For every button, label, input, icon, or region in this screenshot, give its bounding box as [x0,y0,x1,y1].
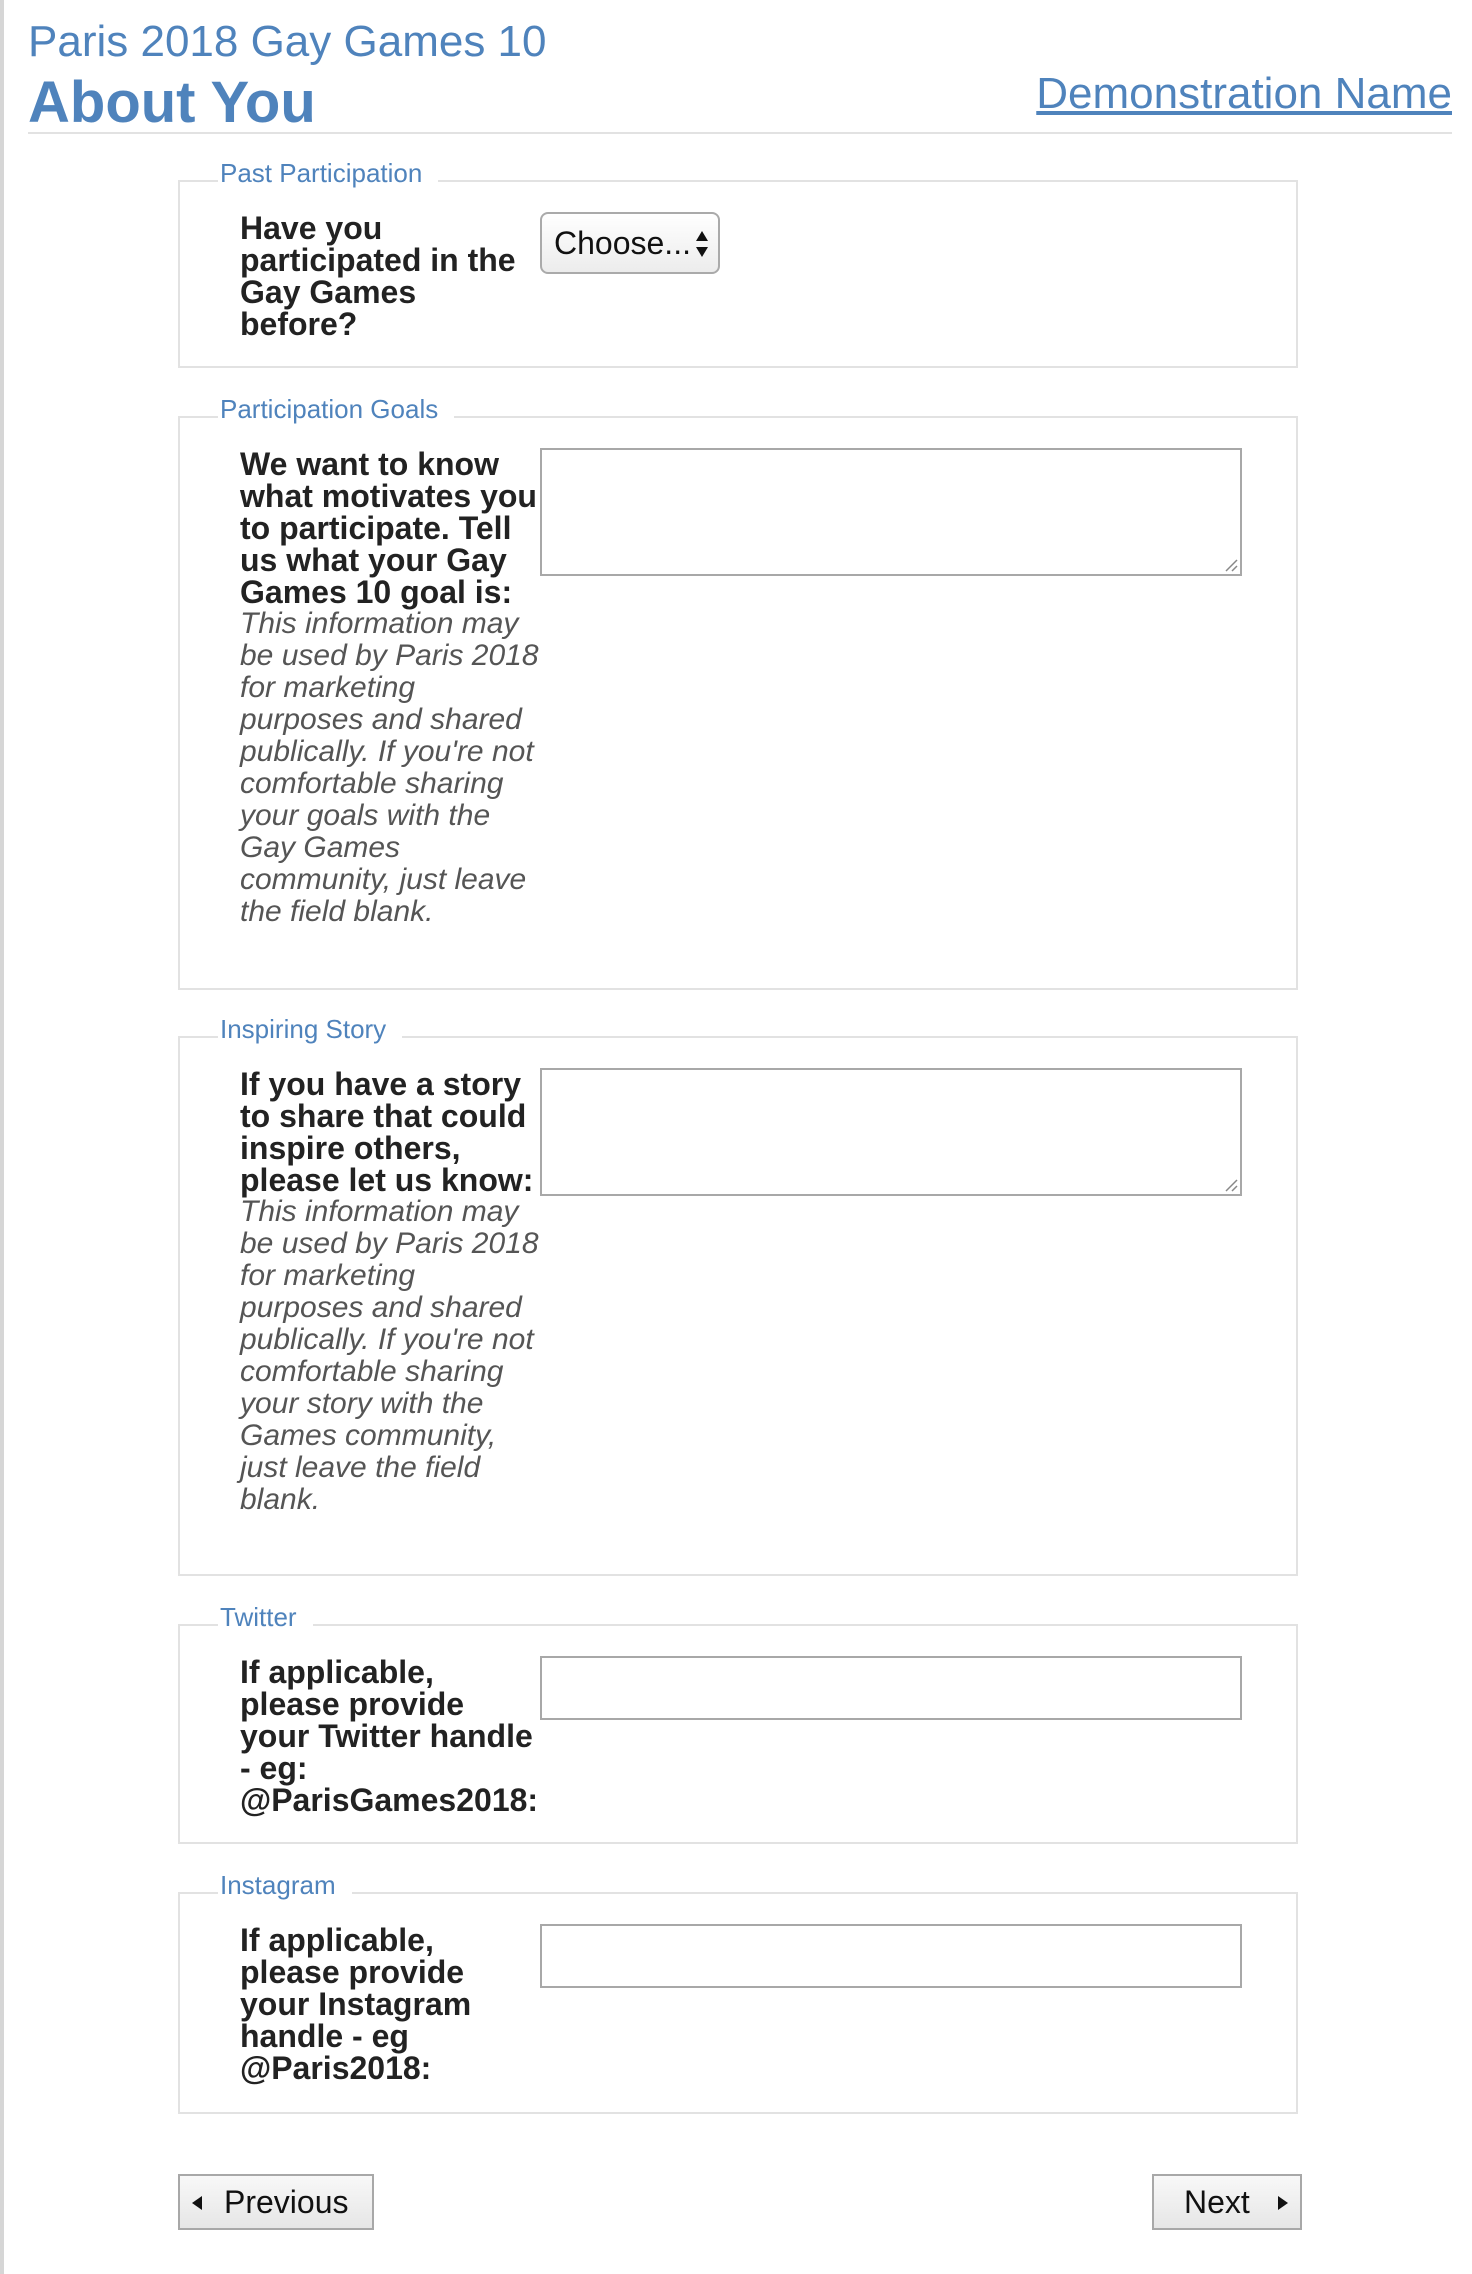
participation-goals-question: We want to know what motivates you to participate. Tell us what your Gay Games 10 goal is: [240,446,537,610]
triangle-left-icon [192,2196,202,2210]
resize-grip-icon[interactable] [1222,556,1238,572]
page-header [28,14,1452,134]
user-name-link[interactable]: Demonstration Name [1036,69,1452,118]
legend-past-participation: Past Participation [218,156,438,190]
participation-goals-label-group [240,448,540,928]
participation-goals-textarea[interactable] [540,448,1242,576]
inspiring-story-question: If you have a story to share that could inspire others, please let us know: [240,1066,534,1198]
twitter-label-group [240,1656,540,1816]
twitter-handle-input[interactable] [540,1656,1242,1720]
page-title: About You [28,70,316,135]
window-left-edge [0,0,4,2274]
instagram-handle-input[interactable] [540,1924,1242,1988]
legend-inspiring-story: Inspiring Story [218,1012,402,1046]
past-participation-label-group [240,212,540,340]
past-participation-selected-value: Choose... [554,225,691,261]
triangle-right-icon [1278,2196,1288,2210]
past-participation-select[interactable] [540,212,720,274]
fieldset-inspiring-story [178,1014,1298,1576]
next-button[interactable] [1152,2174,1302,2230]
participation-goals-help: This information may be used by Paris 2018 for marketing purposes and shared publically. If you're not comfortable sharing your goals with the Gay Games community, just leave the field blank. [240,607,539,928]
past-participation-question: Have you participated in the Gay Games before? [240,210,516,342]
resize-grip-icon[interactable] [1222,1176,1238,1192]
inspiring-story-label-group [240,1068,540,1516]
site-title: Paris 2018 Gay Games 10 [28,17,547,66]
fieldset-instagram [178,1870,1298,2114]
next-button-label: Next [1184,2184,1250,2220]
previous-button[interactable] [178,2174,374,2230]
instagram-question: If applicable, please provide your Instagram handle - eg @Paris2018: [240,1922,472,2086]
fieldset-twitter [178,1602,1298,1844]
instagram-label-group [240,1924,540,2084]
inspiring-story-textarea[interactable] [540,1068,1242,1196]
legend-twitter: Twitter [218,1600,313,1634]
inspiring-story-help: This information may be used by Paris 2018 for marketing purposes and shared publically. If you're not comfortable sharing your story with the Games community, just leave the field blank. [240,1195,539,1516]
legend-instagram: Instagram [218,1868,352,1902]
fieldset-participation-goals [178,394,1298,990]
up-down-arrows-icon [694,224,710,264]
legend-participation-goals: Participation Goals [218,392,454,426]
previous-button-label: Previous [224,2184,349,2220]
fieldset-past-participation [178,158,1298,368]
twitter-question: If applicable, please provide your Twitter handle - eg: @ParisGames2018: [240,1654,539,1818]
